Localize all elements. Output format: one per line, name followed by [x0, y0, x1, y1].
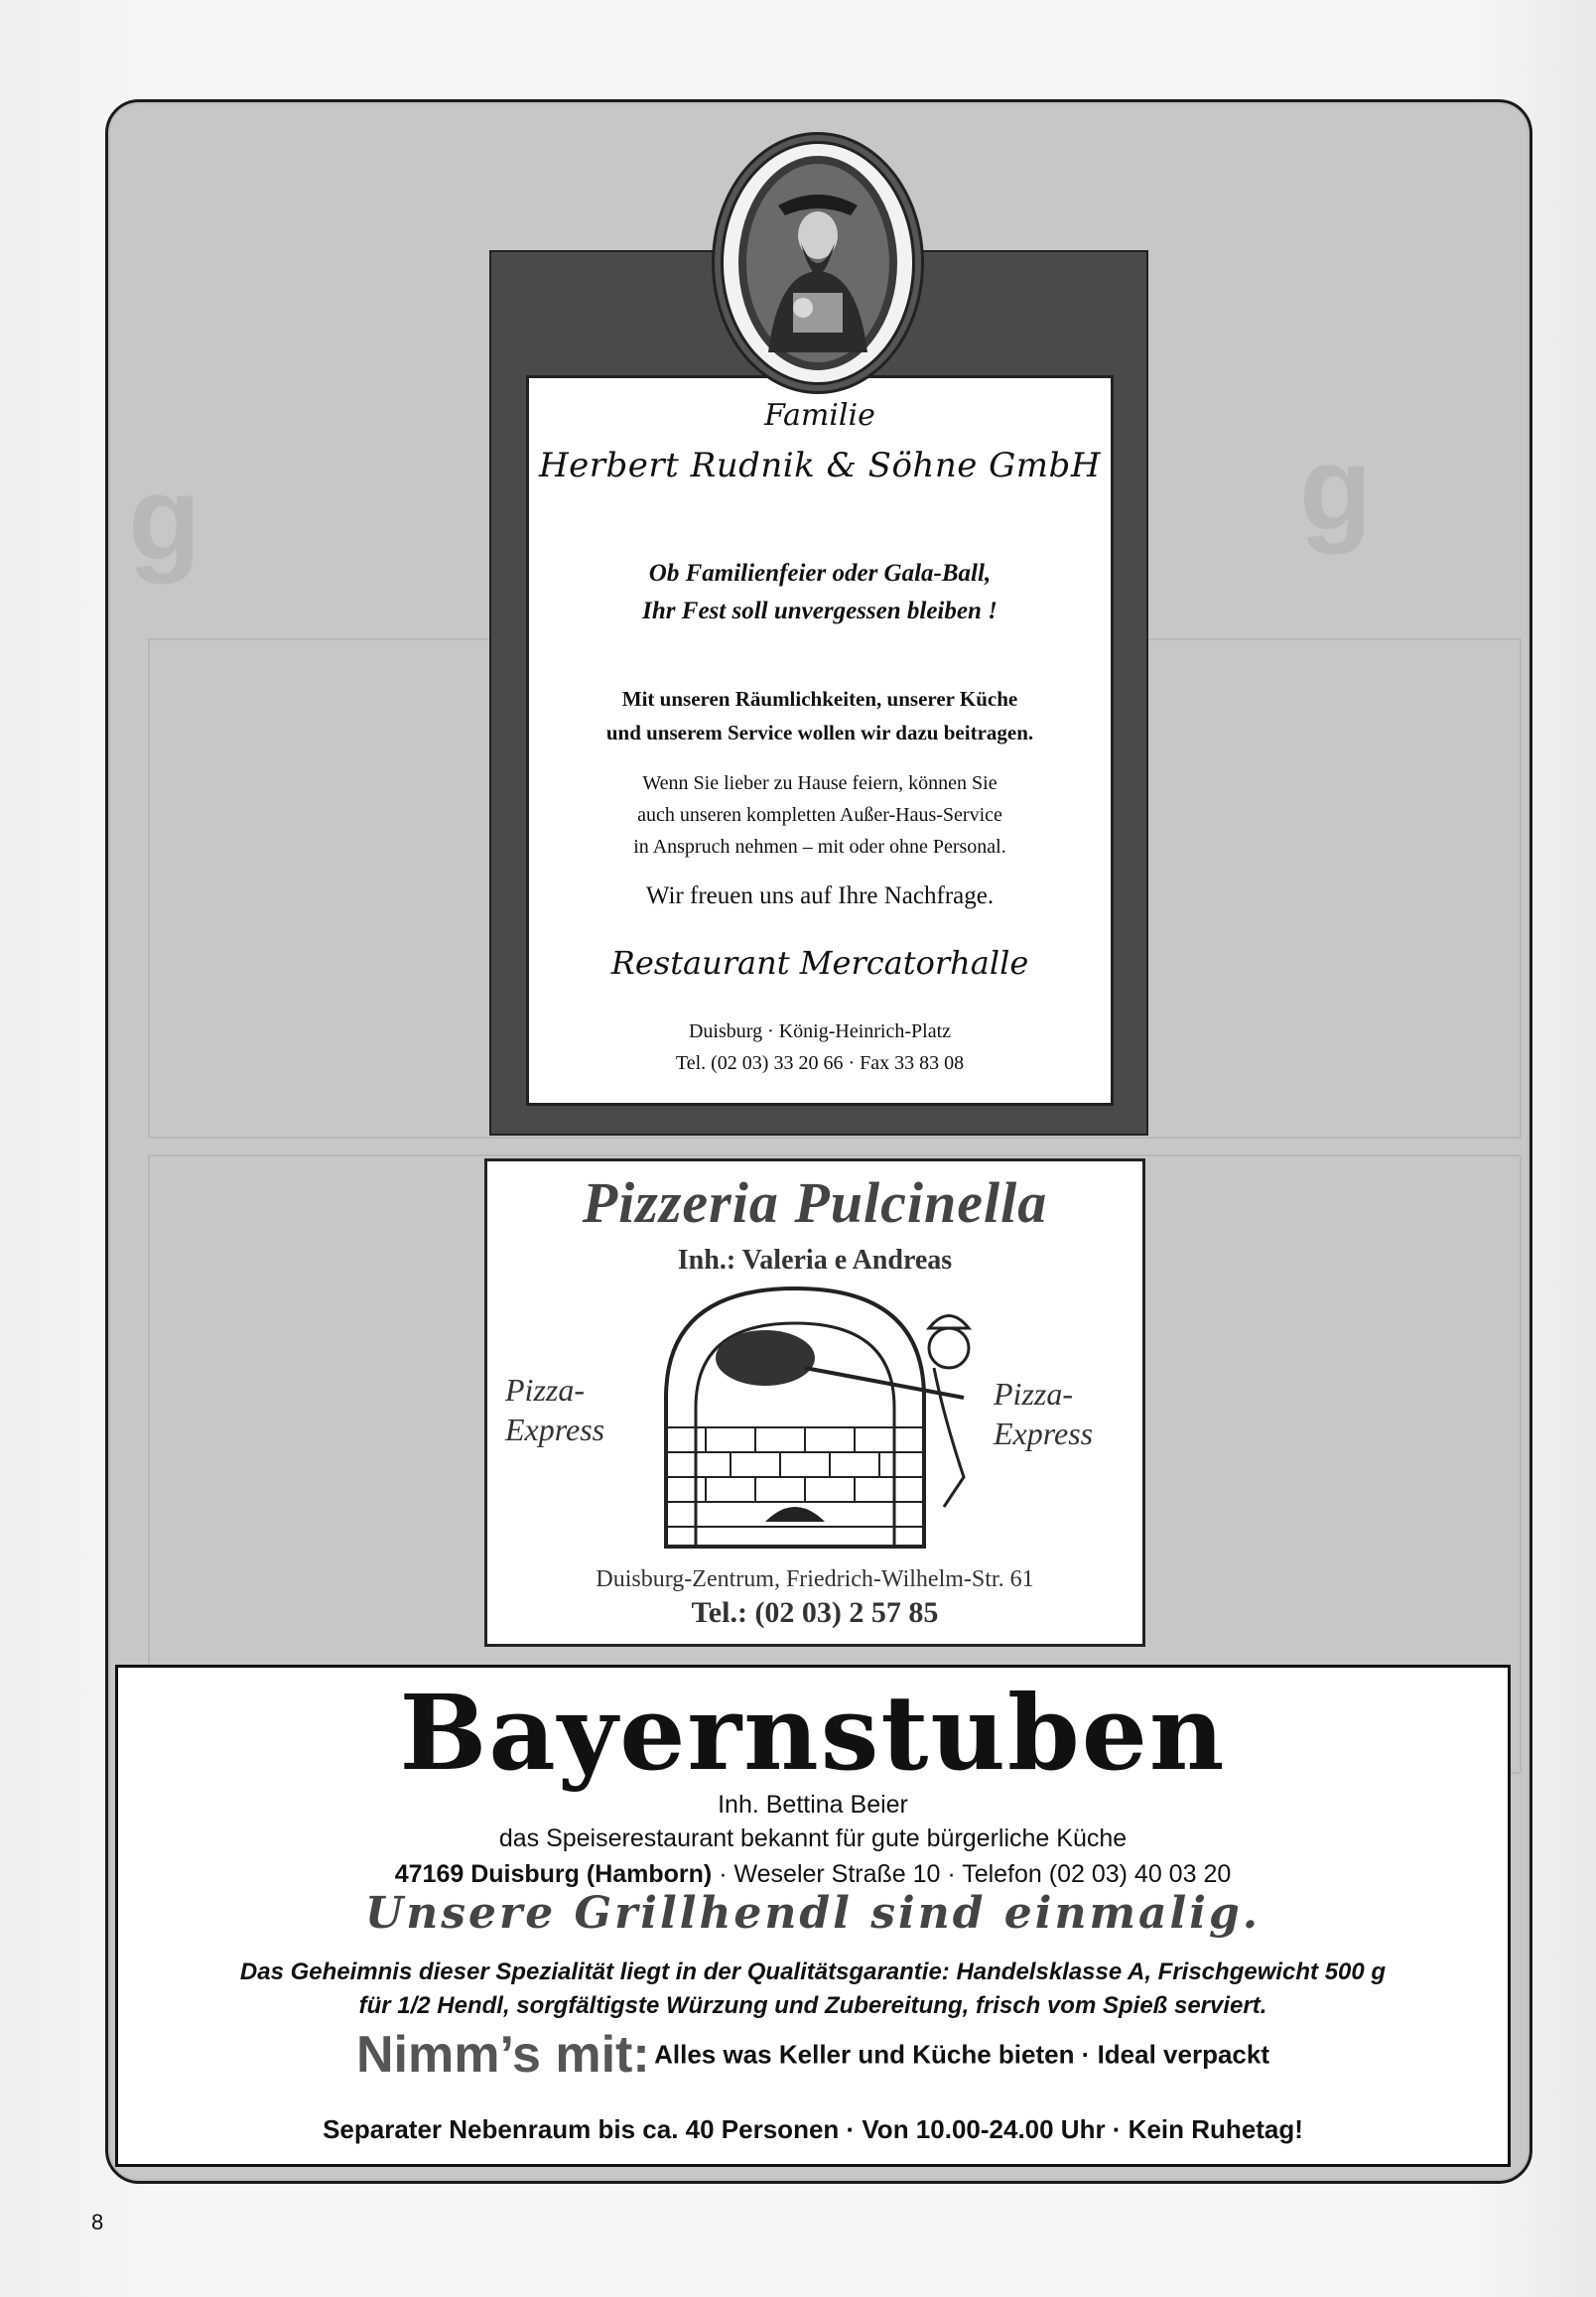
- company-name: Herbert Rudnik & Söhne GmbH: [539, 446, 1101, 485]
- slogan-line: Ob Familienfeier oder Gala-Ball,: [648, 560, 992, 587]
- specialty-line: Das Geheimnis dieser Spezialität liegt in der Qualitätsgarantie: Handelsklasse A, Frischgewicht 500 g: [239, 1959, 1387, 1985]
- express-label: Pizza-: [994, 1376, 1073, 1412]
- portrait-icon: [724, 144, 912, 382]
- paragraph-1: [529, 682, 1111, 749]
- pizzeria-owner: Inh.: Valeria e Andreas: [677, 1245, 953, 1276]
- specialty-line: für 1/2 Hendl, sorgfältigste Würzung und Zubereitung, frisch vom Spieß serviert.: [358, 1992, 1267, 2019]
- pizza-oven-icon: [646, 1279, 984, 1554]
- pizzeria-ad: [484, 1158, 1145, 1647]
- separate-room-text: Separater Nebenraum bis ca. 40 Personen · Von 10.00-24.00 Uhr · Kein Ruhetag!: [323, 2114, 1303, 2144]
- paragraph-line: Mit unseren Räumlichkeiten, unserer Küche: [621, 687, 1018, 711]
- takeaway-line: [118, 2025, 1508, 2085]
- express-label: Express: [994, 1416, 1094, 1451]
- bayernstuben-title: Bayernstuben: [399, 1672, 1227, 1794]
- mercatorhalle-contact: [529, 1015, 1111, 1079]
- pizzeria-phone: Tel.: (02 03) 2 57 85: [691, 1596, 939, 1629]
- restaurant-name: Restaurant Mercatorhalle: [610, 944, 1029, 982]
- address: Duisburg · König-Heinrich-Platz: [688, 1020, 952, 1042]
- pizzeria-title: Pizzeria Pulcinella: [582, 1170, 1048, 1235]
- address-city: 47169 Duisburg (Hamborn): [394, 1860, 713, 1888]
- takeaway-heading: Nimm’s mit:: [355, 2026, 650, 2084]
- paragraph-line: Wenn Sie lieber zu Hause feiern, können Sie: [642, 772, 998, 794]
- slogan: [529, 555, 1111, 630]
- takeaway-text: Alles was Keller und Küche bieten · Ideal verpackt: [654, 2039, 1269, 2070]
- ghost-print: g: [128, 452, 201, 585]
- bayernstuben-owner: Inh. Bettina Beier: [718, 1791, 908, 1819]
- paragraph-line: auch unseren kompletten Außer-Haus-Service: [637, 804, 1002, 826]
- paragraph-2: [529, 767, 1111, 863]
- pizzeria-address: Duisburg-Zentrum, Friedrich-Wilhelm-Str. 61: [596, 1566, 1034, 1592]
- pizza-express-left: [505, 1370, 604, 1449]
- page-number: 8: [91, 2210, 104, 2234]
- bayernstuben-address: [118, 1860, 1508, 1889]
- mercatorhalle-text-box: [526, 375, 1114, 1106]
- phone: Tel. (02 03) 33 20 66 · Fax 33 83 08: [675, 1052, 965, 1074]
- family-line: Familie: [764, 398, 875, 433]
- address-street-phone: · Weseler Straße 10 · Telefon (02 03) 40 03 20: [719, 1860, 1232, 1888]
- express-label: Pizza-: [505, 1372, 585, 1408]
- pizza-express-right: [994, 1374, 1093, 1453]
- slogan-line: Ihr Fest soll unvergessen bleiben !: [642, 598, 998, 624]
- closing-line: Wir freuen uns auf Ihre Nachfrage.: [645, 882, 995, 909]
- portrait-medallion: [721, 141, 915, 385]
- bayernstuben-description: das Speiserestaurant bekannt für gute bürgerliche Küche: [498, 1824, 1128, 1852]
- paragraph-line: und unserem Service wollen wir dazu beitragen.: [605, 721, 1034, 744]
- specialty-text: [148, 1956, 1478, 2023]
- ghost-print: g: [1299, 422, 1373, 555]
- bayernstuben-ad: [115, 1665, 1511, 2167]
- paragraph-line: in Anspruch nehmen – mit oder ohne Personal.: [633, 836, 1006, 858]
- grill-headline: Unsere Grillhendl sind einmalig.: [364, 1888, 1262, 1939]
- express-label: Express: [505, 1412, 605, 1447]
